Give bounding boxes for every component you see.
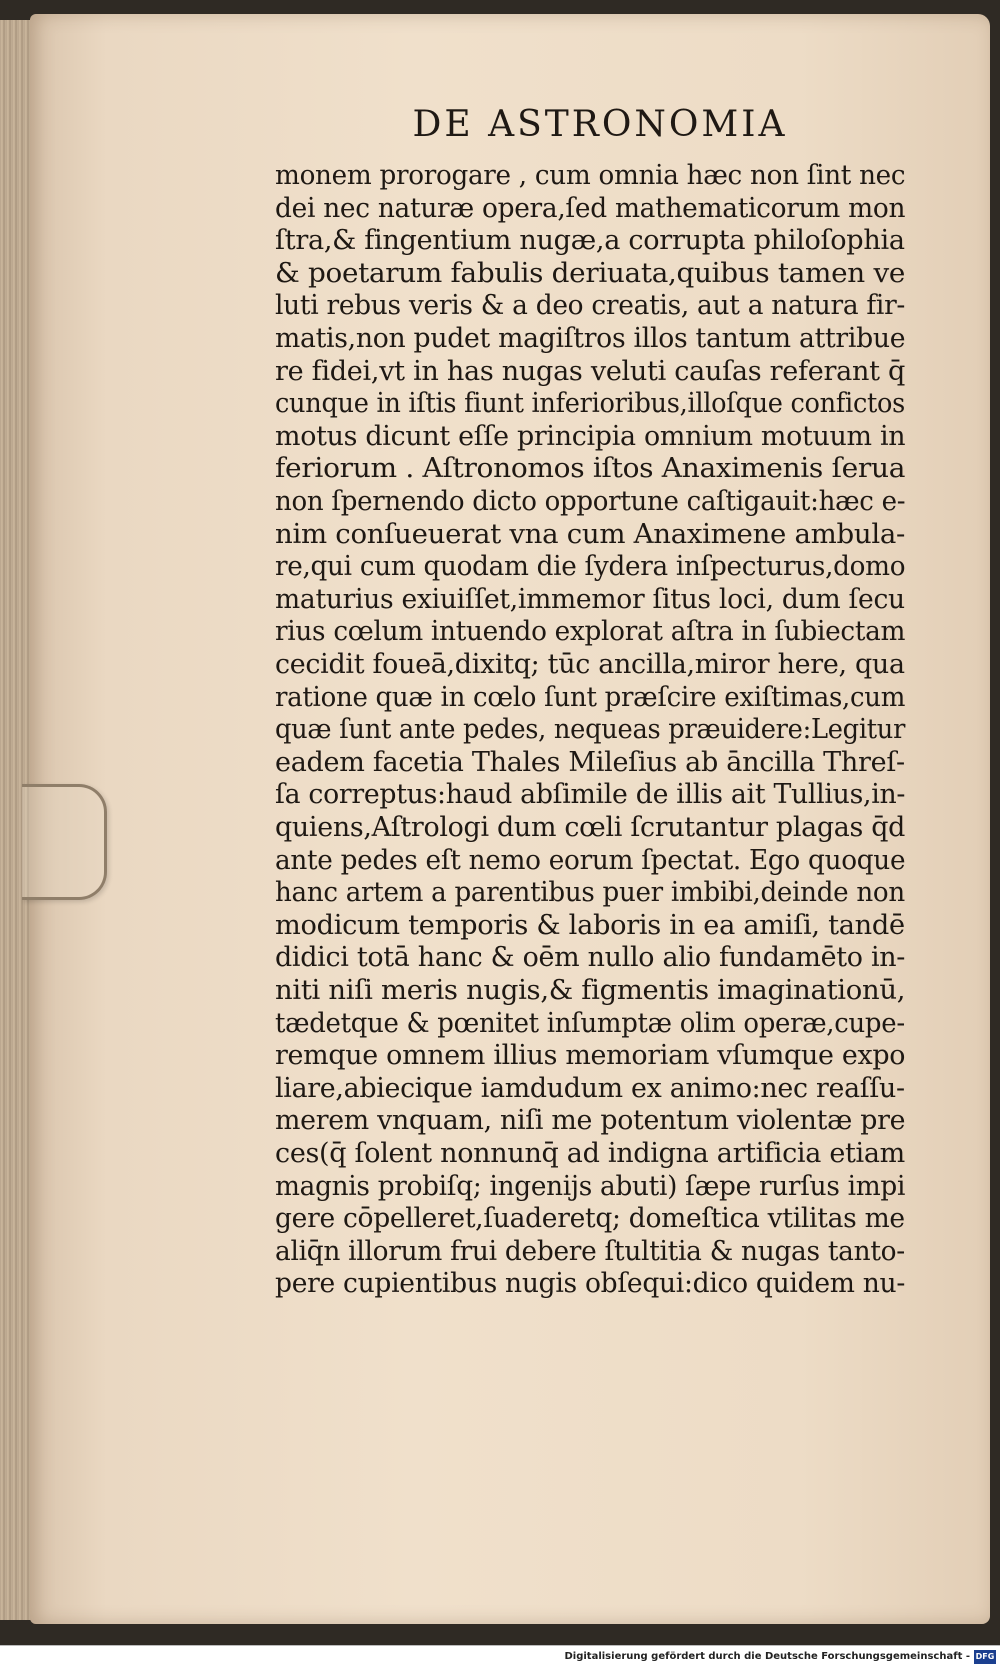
text-line: liare,abiecique iamdudum ex animo:nec reaſſu-: [275, 1072, 905, 1104]
dfg-logo: DFG: [974, 1650, 996, 1664]
text-line: gere cōpelleret,ſuaderetq; domeſtica vtilitas me: [275, 1203, 905, 1235]
text-line: merem vnquam, niſi me potentum violentæ pre: [275, 1105, 906, 1137]
text-line: remque omnem illius memoriam vſumque expo: [275, 1040, 906, 1072]
text-line: maturius exiuiſſet,immemor ſitus loci, dum ſecu: [275, 583, 905, 615]
text-line: tædetque & pœnitet inſumptæ olim operæ,cupe-: [275, 1007, 905, 1039]
text-line: ratione quæ in cœlo ſunt præſcire exiſtimas,cum: [275, 681, 906, 713]
text-line: & poetarum fabulis deriuata,quibus tamen ve: [275, 257, 906, 289]
text-line: cunque in iſtis fiunt inferioribus,illoſque confictos: [275, 388, 905, 420]
text-line: hanc artem a parentibus puer imbibi,deinde non: [275, 877, 905, 909]
text-line: monem prorogare , cum omnia hæc non ſint nec: [275, 160, 906, 191]
text-block: [275, 160, 935, 1360]
page-clip: [22, 784, 107, 900]
text-line: magnis probiſq; ingenijs abuti) ſæpe rurſus impi: [275, 1170, 906, 1202]
text-line: nim conſueuerat vna cum Anaximene ambula-: [275, 518, 906, 550]
text-line: aliq̄n illorum frui debere ſtultitia & nugas tanto-: [275, 1235, 905, 1267]
text-line: rius cœlum intuendo explorat aſtra in ſubiectam: [275, 616, 906, 648]
running-head: DE ASTRONOMIA: [412, 104, 788, 145]
text-line: ſtra,& fingentium nugæ,a corrupta philoſophia: [275, 225, 905, 257]
text-line: motus dicunt eſſe principia omnium motuum in: [275, 420, 906, 452]
text-line: quiens,Aſtrologi dum cœli ſcrutantur plagas q̄d: [275, 812, 906, 843]
text-line: eadem facetia Thales Mileſius ab āncilla Threſ-: [275, 746, 905, 778]
text-line: ces(q̄ ſolent nonnunq̄ ad indigna artificia etiam: [275, 1138, 905, 1169]
text-line: non ſpernendo dicto opportune caſtigauit:hæc e-: [275, 486, 906, 517]
text-line: dei nec naturæ opera,ſed mathematicorum mon: [275, 192, 906, 224]
text-line: pere cupientibus nugis obſequi:dico quidem nu-: [275, 1268, 906, 1300]
text-line: ſa correptus:haud abſimile de illis ait Tullius,in-: [275, 779, 906, 811]
text-line: feriorum . Aſtronomos iſtos Anaximenis ſerua: [275, 453, 906, 485]
text-line: niti niſi meris nugis,& figmentis imaginationū,: [275, 975, 906, 1006]
text-line: re,qui cum quodam die ſydera inſpecturus,domo: [275, 551, 906, 583]
text-line: ante pedes eſt nemo eorum ſpectat. Ego quoque: [275, 844, 906, 876]
funding-credit: Digitalisierung gefördert durch die Deutsche Forschungsgemeinschaft -: [564, 1651, 970, 1662]
footer-bar: [0, 1645, 1000, 1669]
text-line: modicum temporis & laboris in ea amiſi, tandē: [275, 909, 905, 941]
text-line: matis,non pudet magiſtros illos tantum attribue: [275, 323, 906, 354]
text-line: luti rebus veris & a deo creatis, aut a natura fir-: [275, 290, 906, 322]
text-line: didici totā hanc & oēm nullo alio fundamēto in-: [275, 942, 906, 974]
text-line: cecidit foueā,dixitq; tūc ancilla,miror here, qua: [275, 649, 905, 680]
text-line: re fidei,vt in has nugas veluti cauſas referant q̄: [275, 355, 906, 387]
text-line: quæ ſunt ante pedes, nequeas præuidere:Legitur: [275, 714, 906, 746]
